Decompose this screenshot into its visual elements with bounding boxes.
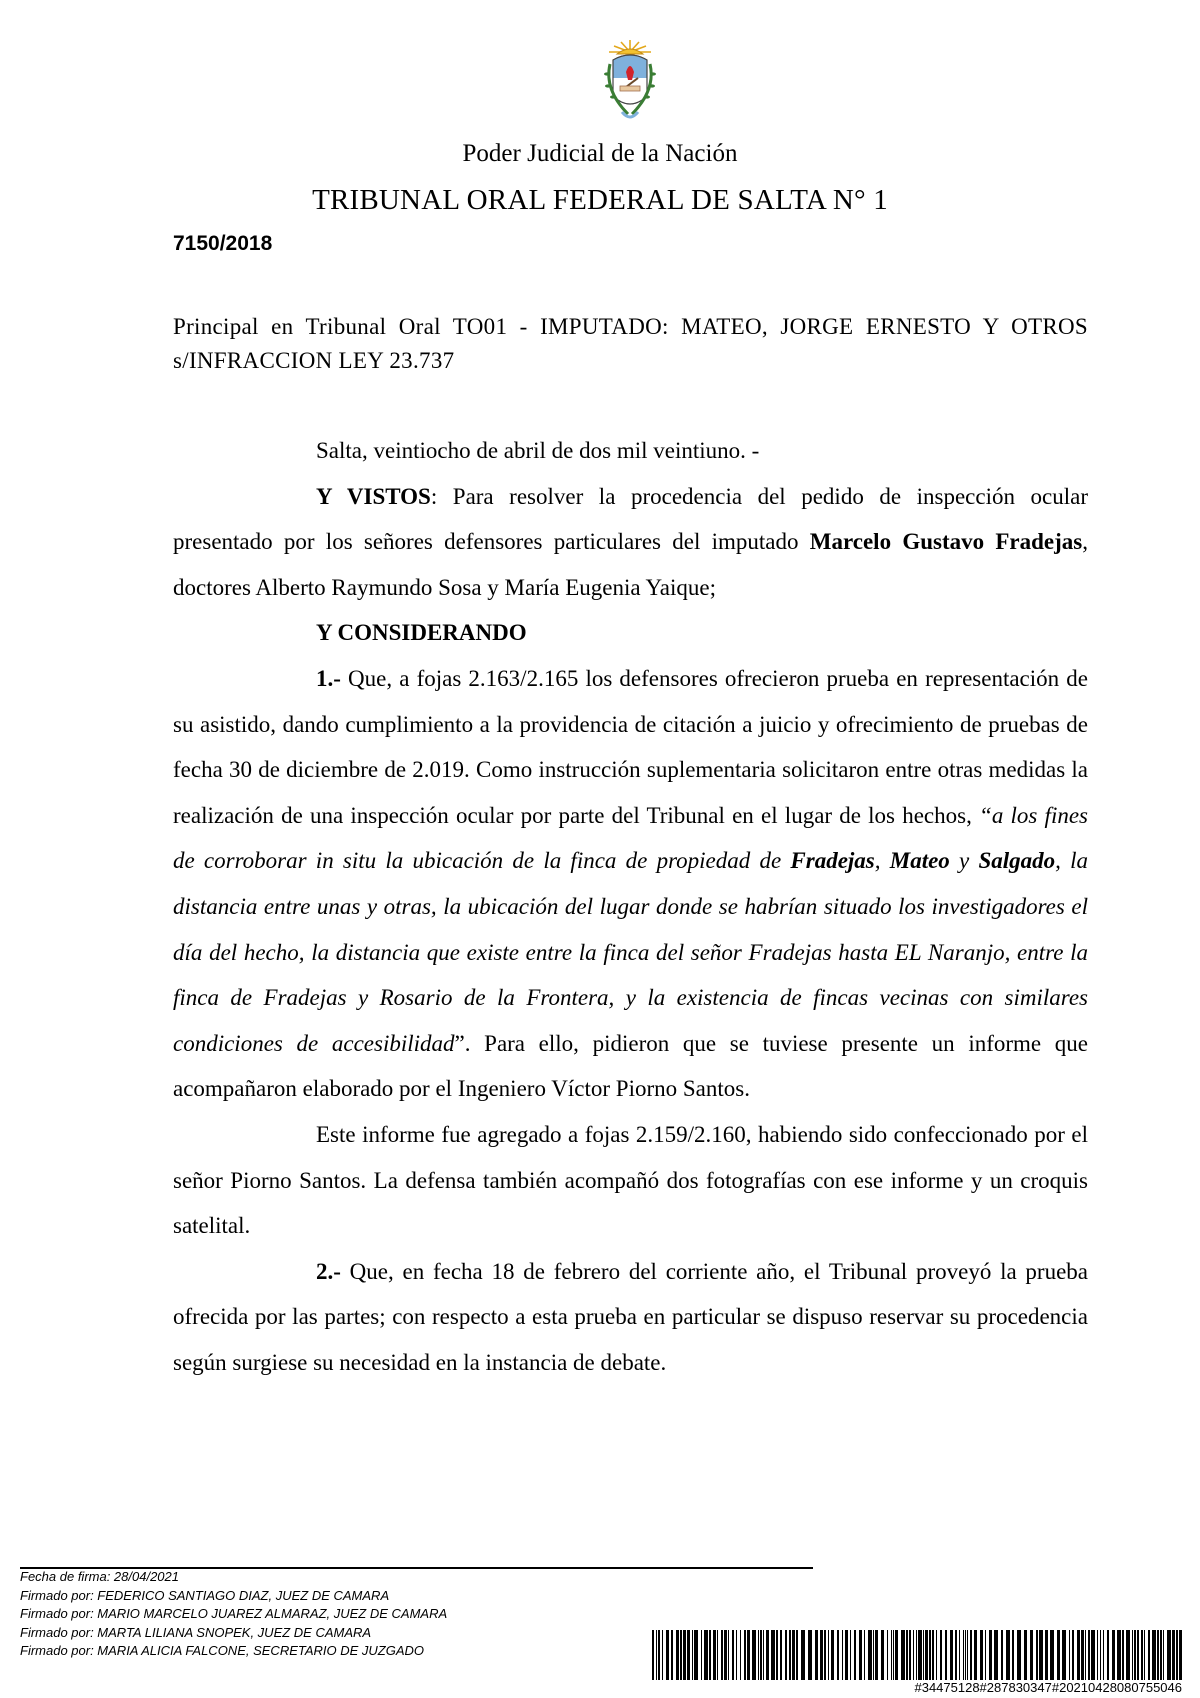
paragraph-1: 1.- Que, a fojas 2.163/2.165 los defensores ofrecieron prueba en representación de su asistido, dando cumplimiento a la providencia de citación a juicio y ofrecimiento de pruebas de fecha 30 de diciembre de 2.019. Como instrucción suplementaria solicitaron entre otras medidas la realización de una inspección ocular por parte del Tribunal en el lugar de los hechos, “a los fines de corroborar in situ la ubicación de la finca de propiedad de Fradejas, Mateo y Salgado, la distancia entre unas y otras, la ubicación del lugar donde se habrían situado los investigadores el día del hecho, la distancia que existe entre la finca del señor Fradejas hasta EL Naranjo, entre la finca de Fradejas y Rosario de la Frontera, y la existencia de fincas vecinas con similares condiciones de accesibilidad”. Para ello, pidieron que se tuviese presente un informe que acompañaron elaborado por el Ingeniero Víctor Piorno Santos. [173, 665, 1089, 1102]
vistos-paragraph: Y VISTOS: Para resolver la procedencia del pedido de inspección ocular presentado por los señores defensores particulares del imputado Marcelo Gustavo Fradejas, doctores Alberto Raymundo Sosa y María Eugenia Yaique; [173, 483, 1088, 600]
paragraph-number: 2.- [316, 1258, 341, 1284]
signer-line: Firmado por: MARIO MARCELO JUAREZ ALMARAZ, JUEZ DE CAMARA [20, 1606, 448, 1621]
date-line: Salta, veintiocho de abril de dos mil veintiuno. - [316, 438, 760, 463]
barcode-number: #34475128#287830347#20210428080755046 [914, 1680, 1182, 1695]
signer-line: Firmado por: MARIA ALICIA FALCONE, SECRETARIO DE JUZGADO [20, 1643, 425, 1658]
barcode-icon [652, 1630, 1182, 1680]
court-name: TRIBUNAL ORAL FEDERAL DE SALTA N° 1 [312, 184, 888, 216]
case-number: 7150/2018 [173, 232, 273, 255]
considerando-heading: Y CONSIDERANDO [316, 620, 527, 646]
agency-name: Poder Judicial de la Nación [462, 140, 738, 167]
paragraph-number: 1.- [316, 665, 341, 691]
paragraph-1b: Este informe fue agregado a fojas 2.159/2.160, habiendo sido confeccionado por el señor Piorno Santos. La defensa también acompañó dos fotografías con ese informe y un croquis satelital. [173, 1121, 1088, 1239]
resolution-body [173, 428, 1088, 1385]
quoted-request: “a los fines de corroborar in situ la ubicación de la finca de propiedad de Fradejas, Mateo y Salgado, la distancia entre unas y otras, la ubicación del lugar donde se habrían situado los investigadores el día del hecho, la distancia que existe entre la finca del señor Fradejas hasta EL Naranjo, entre la finca de Fradejas y Rosario de la Frontera, y la existencia de fincas vecinas con similares condiciones de accesibilidad [173, 802, 1089, 1056]
defendant-name: Marcelo Gustavo Fradejas [809, 529, 1083, 555]
signature-block [20, 1568, 447, 1661]
signature-date: Fecha de firma: 28/04/2021 [20, 1569, 179, 1584]
signer-line: Firmado por: MARTA LILIANA SNOPEK, JUEZ DE CAMARA [20, 1624, 372, 1640]
coat-of-arms-icon [598, 38, 662, 130]
signer-line: Firmado por: FEDERICO SANTIAGO DIAZ, JUEZ DE CAMARA [20, 1587, 390, 1603]
case-caption: Principal en Tribunal Oral TO01 - IMPUTADO: MATEO, JORGE ERNESTO Y OTROS s/INFRACCION LEY 23.737 [173, 314, 1088, 373]
paragraph-2: 2.- Que, en fecha 18 de febrero del corriente año, el Tribunal proveyó la prueba ofrecida por las partes; con respecto a esta prueba en particular se dispuso reservar su procedencia según surgiese su necesidad en la instancia de debate. [173, 1258, 1088, 1375]
vistos-label: Y VISTOS [316, 483, 431, 509]
